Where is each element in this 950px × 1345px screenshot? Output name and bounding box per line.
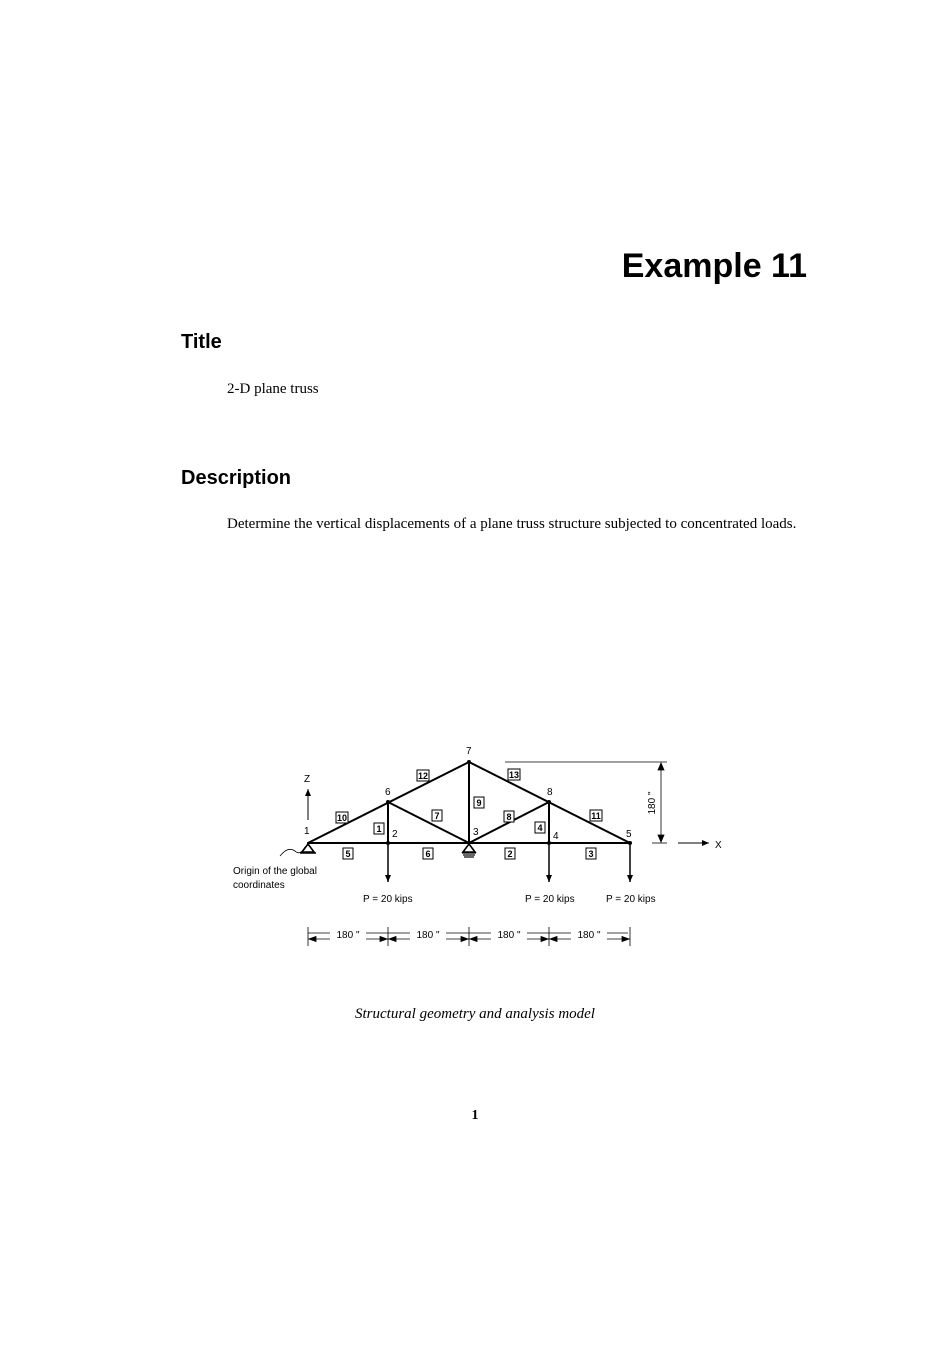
joint-2 — [386, 841, 390, 845]
origin-label-line1: Origin of the global — [233, 866, 317, 877]
node-label-2: 2 — [392, 829, 398, 840]
node-label-4: 4 — [553, 831, 559, 842]
element-label-3 — [586, 848, 596, 859]
node-label-1: 1 — [304, 826, 310, 837]
svg-text:4: 4 — [537, 823, 543, 833]
svg-text:6: 6 — [425, 849, 431, 859]
joint-5 — [628, 841, 632, 845]
z-axis-label: Z — [304, 774, 311, 785]
load-label-node-2: P = 20 kips — [363, 894, 413, 905]
element-label-12 — [417, 770, 429, 781]
height-dimension-label: 180 " — [647, 791, 658, 815]
pin-support-node-1 — [300, 844, 316, 853]
truss-members — [308, 762, 630, 843]
title-heading: Title — [181, 331, 222, 353]
element-label-5 — [343, 848, 353, 859]
span-dimension-1: 180 " — [336, 930, 360, 941]
svg-text:5: 5 — [345, 849, 351, 859]
joint-6 — [386, 800, 390, 804]
joint-7 — [467, 760, 471, 764]
svg-text:8: 8 — [506, 812, 512, 822]
truss-figure — [200, 735, 760, 965]
node-label-6: 6 — [385, 787, 391, 798]
element-label-2 — [505, 848, 515, 859]
origin-leader-line — [280, 847, 305, 856]
svg-text:9: 9 — [476, 798, 482, 808]
element-label-6 — [423, 848, 433, 859]
description-text: Determine the vertical displacements of a plane truss structure subjected to concentrated loads. — [227, 516, 797, 532]
example-title: Example 11 — [621, 247, 807, 285]
svg-text:7: 7 — [434, 811, 440, 821]
element-label-11 — [590, 810, 602, 821]
height-dimension — [505, 762, 667, 843]
svg-text:12: 12 — [417, 771, 429, 781]
title-text: 2-D plane truss — [227, 381, 319, 397]
origin-label-line2: coordinates — [233, 880, 285, 891]
roller-support-node-3 — [462, 844, 476, 857]
svg-text:2: 2 — [507, 849, 513, 859]
node-label-3: 3 — [473, 827, 479, 838]
member-diagonal-7 — [388, 802, 469, 843]
span-dimension-2: 180 " — [416, 930, 440, 941]
truss-diagram — [200, 735, 760, 965]
span-dimension-4: 180 " — [577, 930, 601, 941]
svg-text:1: 1 — [376, 824, 382, 834]
svg-text:11: 11 — [591, 811, 601, 821]
joint-8 — [547, 800, 551, 804]
element-label-8 — [504, 811, 514, 822]
node-label-7: 7 — [466, 746, 472, 757]
svg-text:3: 3 — [588, 849, 594, 859]
svg-text:13: 13 — [508, 770, 520, 780]
x-axis-label: X — [715, 840, 722, 851]
svg-text:10: 10 — [336, 813, 348, 823]
element-label-1 — [374, 823, 384, 834]
element-label-4 — [535, 822, 545, 833]
page-number: 1 — [471, 1108, 479, 1123]
joint-4 — [547, 841, 551, 845]
span-dimension-3: 180 " — [497, 930, 521, 941]
node-label-8: 8 — [547, 787, 553, 798]
load-label-node-5: P = 20 kips — [606, 894, 656, 905]
node-label-5: 5 — [626, 829, 632, 840]
element-label-13 — [508, 769, 520, 780]
load-label-node-4: P = 20 kips — [525, 894, 575, 905]
element-label-7 — [432, 810, 442, 821]
element-label-10 — [336, 812, 348, 823]
figure-caption: Structural geometry and analysis model — [355, 1006, 595, 1022]
element-label-9 — [474, 797, 484, 808]
description-heading: Description — [181, 467, 292, 489]
